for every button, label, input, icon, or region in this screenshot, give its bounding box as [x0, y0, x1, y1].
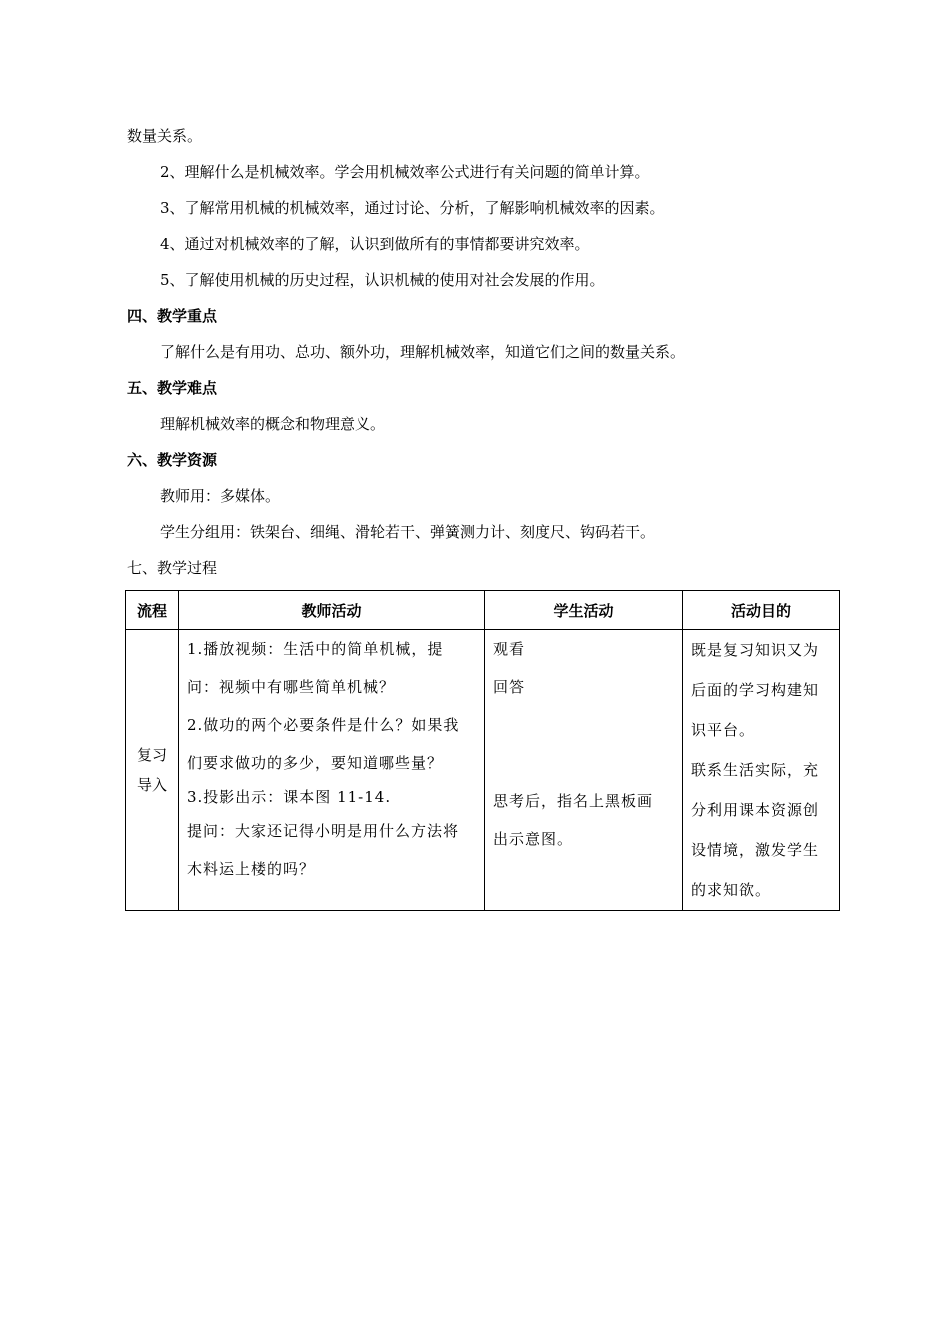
table-header-row: [126, 591, 840, 630]
activity-purpose-cell: [683, 630, 840, 911]
teacher-line: 木料运上楼的吗？: [187, 860, 316, 878]
resources-students: 学生分组用：铁架台、细绳、滑轮若干、弹簧测力计、刻度尺、钩码若干。: [160, 523, 656, 541]
student-line: 回答: [493, 678, 526, 696]
teacher-activity-cell: [179, 630, 485, 911]
student-line: 出示意图。: [493, 830, 574, 848]
objective-2: 2、理解什么是机械效率。学会用机械效率公式进行有关问题的简单计算。: [160, 163, 650, 181]
header-student-activity: 学生活动: [485, 591, 683, 630]
purpose-line: 既是复习知识又为: [691, 641, 820, 659]
section-heading-resources: 六、教学资源: [127, 451, 218, 469]
objective-4: 4、通过对机械效率的了解，认识到做所有的事情都要讲究效率。: [160, 235, 590, 253]
teacher-line: 1.播放视频：生活中的简单机械，提: [187, 640, 444, 658]
objective-continuation: 数量关系。: [127, 127, 203, 145]
key-points-text: 了解什么是有用功、总功、额外功，理解机械效率，知道它们之间的数量关系。: [160, 343, 686, 361]
header-flow: 流程: [126, 591, 179, 630]
purpose-line: 识平台。: [691, 721, 756, 739]
resources-teacher: 教师用：多媒体。: [160, 487, 281, 505]
objective-3: 3、了解常用机械的机械效率，通过讨论、分析，了解影响机械效率的因素。: [160, 199, 665, 217]
difficulties-text: 理解机械效率的概念和物理意义。: [160, 415, 386, 433]
purpose-line: 后面的学习构建知: [691, 681, 820, 699]
section-heading-difficulties: 五、教学难点: [127, 379, 218, 397]
student-line: 观看: [493, 640, 526, 658]
student-activity-cell: [485, 630, 683, 911]
teacher-line: 问：视频中有哪些简单机械？: [187, 678, 396, 696]
objective-5: 5、了解使用机械的历史过程，认识机械的使用对社会发展的作用。: [160, 271, 605, 289]
flow-cell: [126, 630, 179, 911]
teacher-line: 们要求做功的多少，要知道哪些量？: [187, 754, 444, 772]
header-teacher-activity: 教师活动: [179, 591, 485, 630]
teacher-line: 提问：大家还记得小明是用什么方法将: [187, 822, 460, 840]
section-heading-process: 七、教学过程: [127, 559, 218, 577]
teaching-process-table: [125, 590, 840, 911]
purpose-line: 分利用课本资源创: [691, 801, 820, 819]
teacher-line: 3.投影出示：课本图 11-14.: [187, 788, 392, 806]
purpose-line: 设情境，激发学生: [691, 841, 820, 859]
header-activity-purpose: 活动目的: [683, 591, 840, 630]
teacher-line: 2.做功的两个必要条件是什么？如果我: [187, 716, 460, 734]
flow-label-2: 导入: [136, 776, 167, 794]
student-line: 思考后，指名上黑板画: [493, 792, 654, 810]
table-row: [126, 630, 840, 911]
flow-label-1: 复习: [136, 746, 167, 764]
section-heading-key-points: 四、教学重点: [127, 307, 218, 325]
purpose-line: 的求知欲。: [691, 881, 772, 899]
purpose-line: 联系生活实际，充: [691, 761, 820, 779]
